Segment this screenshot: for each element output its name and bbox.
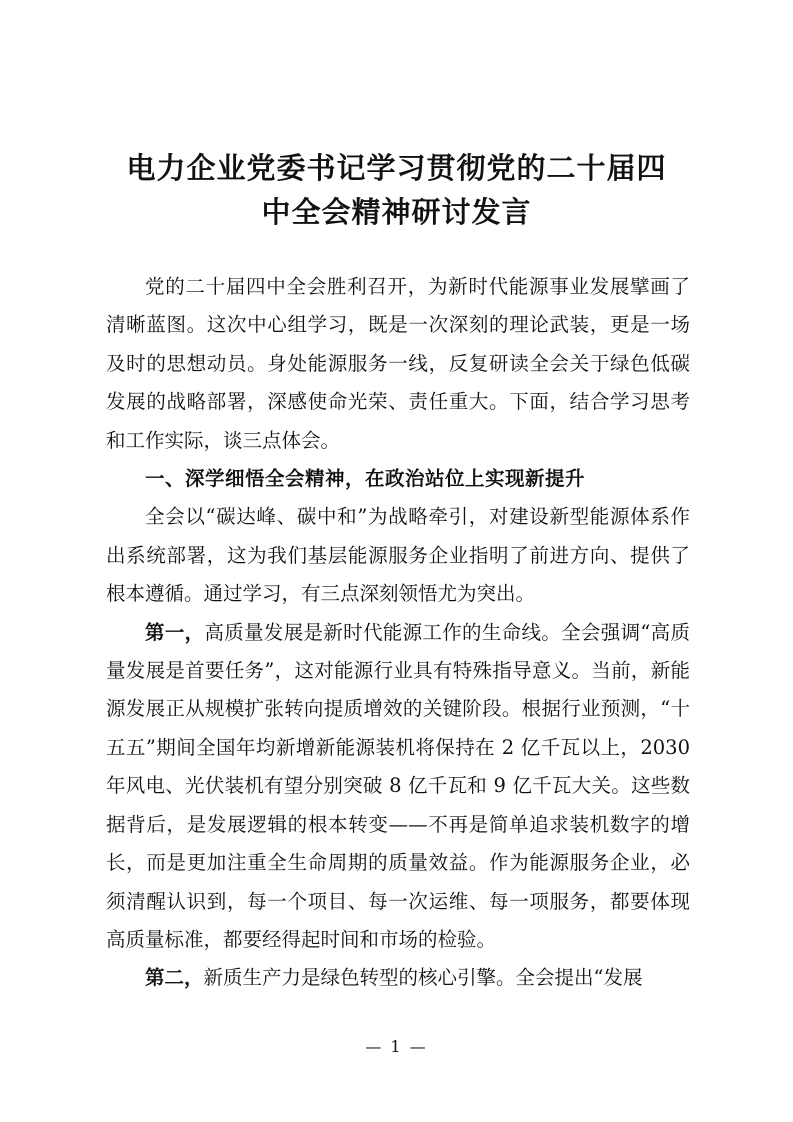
- intro-paragraph: 党的二十届四中全会胜利召开，为新时代能源事业发展擘画了清晰蓝图。这次中心组学习，既是一次深刻的理论武装，更是一场及时的思想动员。身处能源服务一线，反复研读全会关于绿色低碳发展的战略部署，深感使命光荣、责任重大。下面，结合学习思考和工作实际，谈三点体会。: [106, 275, 690, 452]
- section-1-paragraph: 全会以“碳达峰、碳中和”为战略牵引，对建设新型能源体系作出系统部署，这为我们基层能源服务企业指明了前进方向、提供了根本遵循。通过学习，有三点深刻领悟尤为突出。: [106, 505, 690, 606]
- point-1-lead: 第一，: [145, 620, 205, 644]
- section-heading-1: 一、深学细悟全会精神，在政治站位上实现新提升: [145, 467, 586, 491]
- title-line-2: 中全会精神研讨发言: [261, 195, 532, 229]
- point-1-paragraph: [106, 614, 690, 960]
- point-2-paragraph: [106, 959, 690, 997]
- point-2-lead: 第二，: [145, 966, 204, 990]
- page-title: [100, 146, 693, 234]
- page-number: — 1 —: [365, 1037, 428, 1056]
- title-line-1: 电力企业党委书记学习贯彻党的二十届四: [126, 151, 667, 185]
- point-1-text: 高质量发展是新时代能源工作的生命线。全会强调“高质量发展是首要任务”，这对能源行业具有特殊指导意义。当前，新能源发展正从规模扩张转向提质增效的关键阶段。根据行业预测，“十五五”期间全国年均新增新能源装机将保持在 2 亿千瓦以上，2030 年风电、光伏装机有望分别突破 8 亿千瓦和 9 亿千瓦大关。这些数据背后，是发展逻辑的根本转变——不再是简单追求装机数字的增长，而是更加注重全生命周期的质量效益。作为能源服务企业，必须清醒认识到，每一个项目、每一次运维、每一项服务，都要体现高质量标准，都要经得起时间和市场的检验。: [106, 620, 690, 951]
- document-body: [106, 268, 690, 998]
- point-2-text: 新质生产力是绿色转型的核心引擎。全会提出“发展: [203, 966, 643, 990]
